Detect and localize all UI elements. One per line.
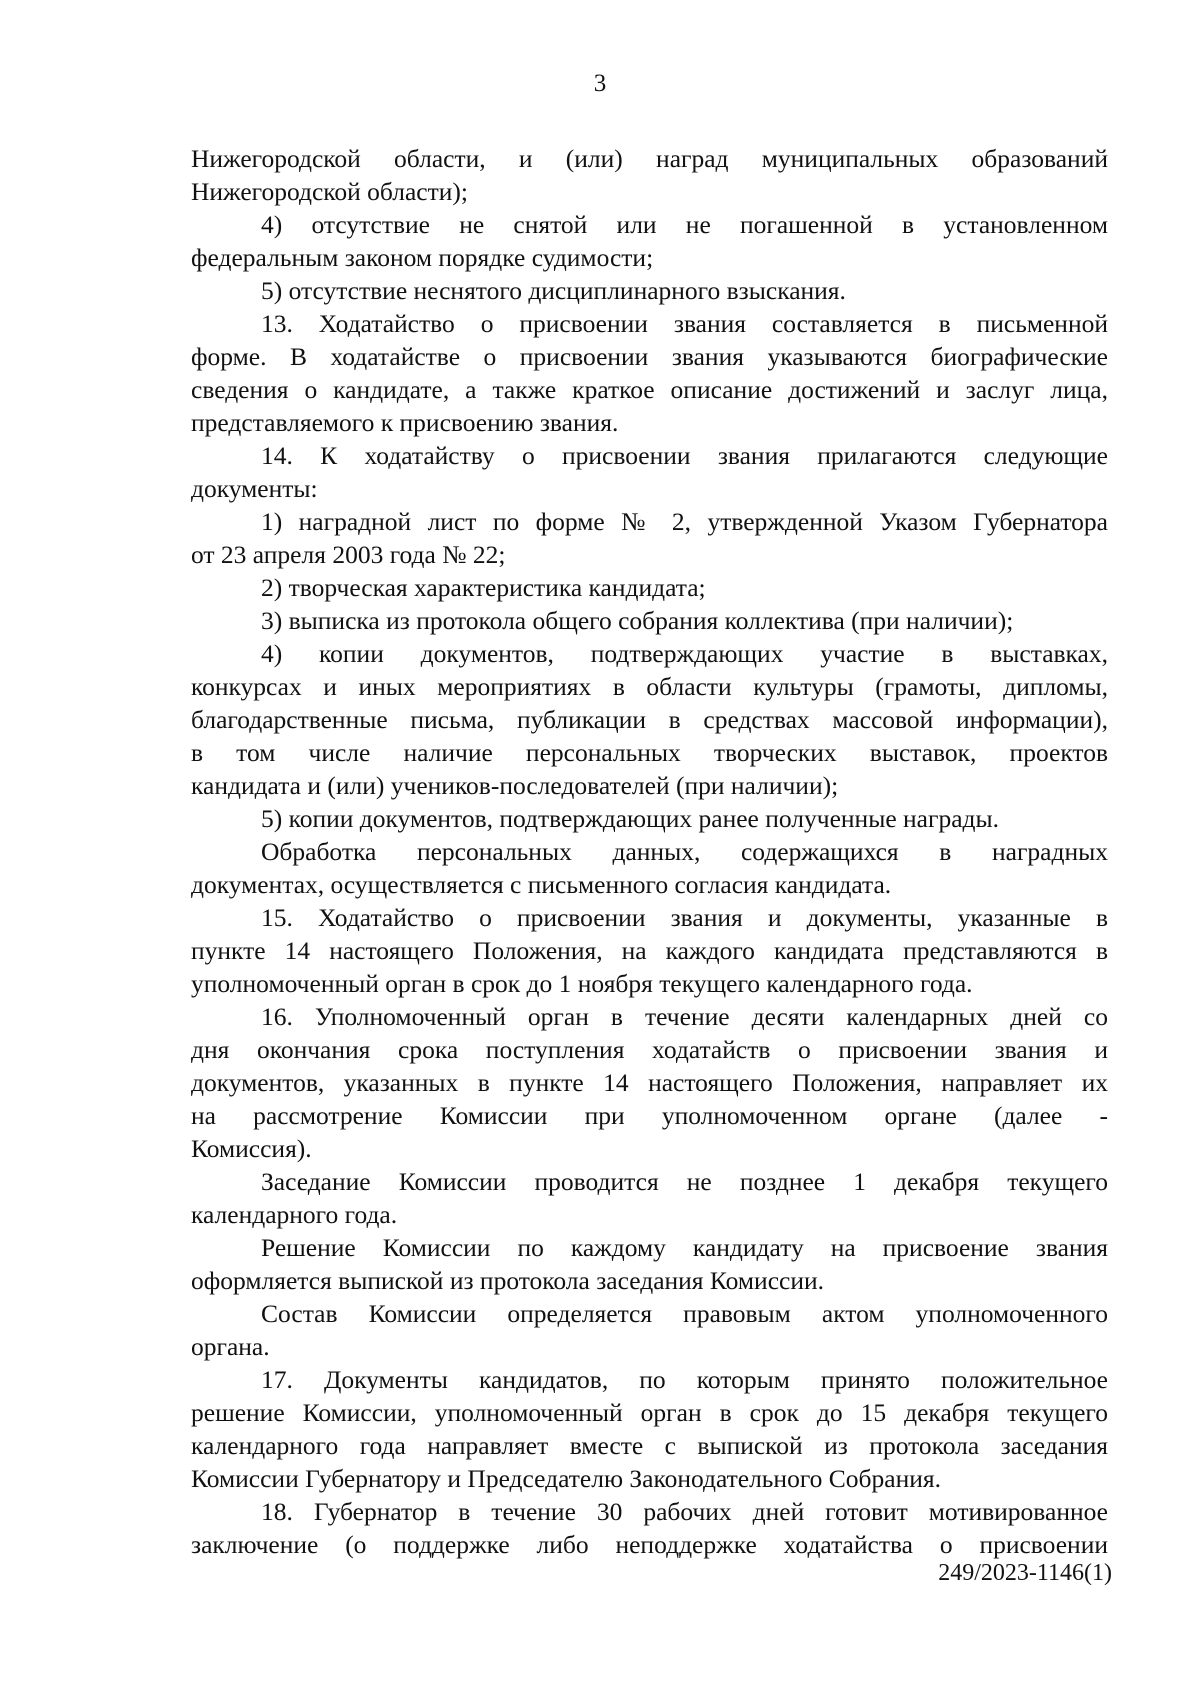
- text-line: Решение Комиссии по каждому кандидату на присвоение звания: [261, 1233, 1108, 1262]
- text-line: кандидата и (или) учеников-последователей (при наличии);: [191, 771, 839, 800]
- text-line: 17. Документы кандидатов, по которым принято положительное: [261, 1365, 1108, 1394]
- text-line: 1) наградной лист по форме № 2, утвержденной Указом Губернатора: [261, 507, 1108, 536]
- text-line: календарного года направляет вместе с выпиской из протокола заседания: [191, 1431, 1108, 1460]
- paragraph: [191, 637, 1108, 802]
- paragraph: [191, 1000, 1108, 1165]
- text-line: документах, осуществляется с письменного согласия кандидата.: [191, 870, 892, 899]
- text-line: пункте 14 настоящего Положения, на каждого кандидата представляются в: [191, 936, 1108, 965]
- text-line: 13. Ходатайство о присвоении звания составляется в письменной: [261, 309, 1108, 338]
- text-line: 15. Ходатайство о присвоении звания и документы, указанные в: [261, 903, 1108, 932]
- text-line: органа.: [191, 1332, 270, 1361]
- paragraph: [191, 835, 1108, 901]
- text-line: конкурсах и иных мероприятиях в области культуры (грамоты, дипломы,: [191, 672, 1108, 701]
- text-line: Комиссия).: [191, 1134, 312, 1163]
- text-line: благодарственные письма, публикации в средствах массовой информации),: [191, 705, 1108, 734]
- text-line: 5) копии документов, подтверждающих ранее полученные награды.: [261, 804, 999, 833]
- page-number: 3: [593, 70, 607, 97]
- text-line: представляемого к присвоению звания.: [191, 408, 619, 437]
- paragraph: [191, 505, 1108, 571]
- text-line: Комиссии Губернатору и Председателю Законодательного Собрания.: [191, 1464, 941, 1493]
- text-line: 16. Уполномоченный орган в течение десяти календарных дней со: [261, 1002, 1108, 1031]
- text-line: Состав Комиссии определяется правовым актом уполномоченного: [261, 1299, 1108, 1328]
- text-line: федеральным законом порядке судимости;: [191, 243, 654, 272]
- paragraph: [191, 439, 1108, 505]
- paragraph: [191, 1297, 1108, 1363]
- paragraph: [191, 142, 1108, 208]
- text-line: 2) творческая характеристика кандидата;: [261, 573, 706, 602]
- text-line: заключение (о поддержке либо неподдержке ходатайства о присвоении: [191, 1530, 1108, 1559]
- paragraph: [191, 307, 1108, 439]
- text-line: Заседание Комиссии проводится не позднее 1 декабря текущего: [261, 1167, 1108, 1196]
- text-line: 14. К ходатайству о присвоении звания прилагаются следующие: [261, 441, 1108, 470]
- text-line: календарного года.: [191, 1200, 398, 1229]
- text-line: дня окончания срока поступления ходатайств о присвоении звания и: [191, 1035, 1108, 1064]
- text-line: 3) выписка из протокола общего собрания коллектива (при наличии);: [261, 606, 1014, 635]
- paragraph: [191, 604, 1108, 637]
- text-line: 4) отсутствие не снятой или не погашенной в установленном: [261, 210, 1108, 239]
- text-line: 18. Губернатор в течение 30 рабочих дней готовит мотивированное: [261, 1497, 1108, 1526]
- paragraph: [191, 802, 1108, 835]
- paragraph: [191, 1165, 1108, 1231]
- paragraph: [191, 274, 1108, 307]
- text-line: 4) копии документов, подтверждающих участие в выставках,: [261, 639, 1108, 668]
- paragraph: [191, 571, 1108, 604]
- paragraph: [191, 901, 1108, 1000]
- text-line: решение Комиссии, уполномоченный орган в срок до 15 декабря текущего: [191, 1398, 1108, 1427]
- text-line: от 23 апреля 2003 года № 22;: [191, 540, 506, 569]
- text-line: сведения о кандидате, а также краткое описание достижений и заслуг лица,: [191, 375, 1108, 404]
- text-line: в том числе наличие персональных творческих выставок, проектов: [191, 738, 1108, 767]
- text-line: Нижегородской области, и (или) наград муниципальных образований: [191, 144, 1108, 173]
- text-line: 5) отсутствие неснятого дисциплинарного взыскания.: [261, 276, 846, 305]
- text-line: на рассмотрение Комиссии при уполномоченном органе (далее -: [191, 1101, 1108, 1130]
- text-line: уполномоченный орган в срок до 1 ноября текущего календарного года.: [191, 969, 973, 998]
- paragraph: [191, 208, 1108, 274]
- paragraph: [191, 1363, 1108, 1495]
- text-line: Нижегородской области);: [191, 177, 468, 206]
- text-line: документы:: [191, 474, 318, 503]
- text-line: документов, указанных в пункте 14 настоящего Положения, направляет их: [191, 1068, 1108, 1097]
- paragraph: [191, 1231, 1108, 1297]
- document-code: 249/2023-1146(1): [938, 1560, 1112, 1586]
- text-line: форме. В ходатайстве о присвоении звания указываются биографические: [191, 342, 1108, 371]
- document-body: [191, 142, 1108, 1561]
- paragraph: [191, 1495, 1108, 1561]
- text-line: Обработка персональных данных, содержащихся в наградных: [261, 837, 1108, 866]
- text-line: оформляется выпиской из протокола заседания Комиссии.: [191, 1266, 824, 1295]
